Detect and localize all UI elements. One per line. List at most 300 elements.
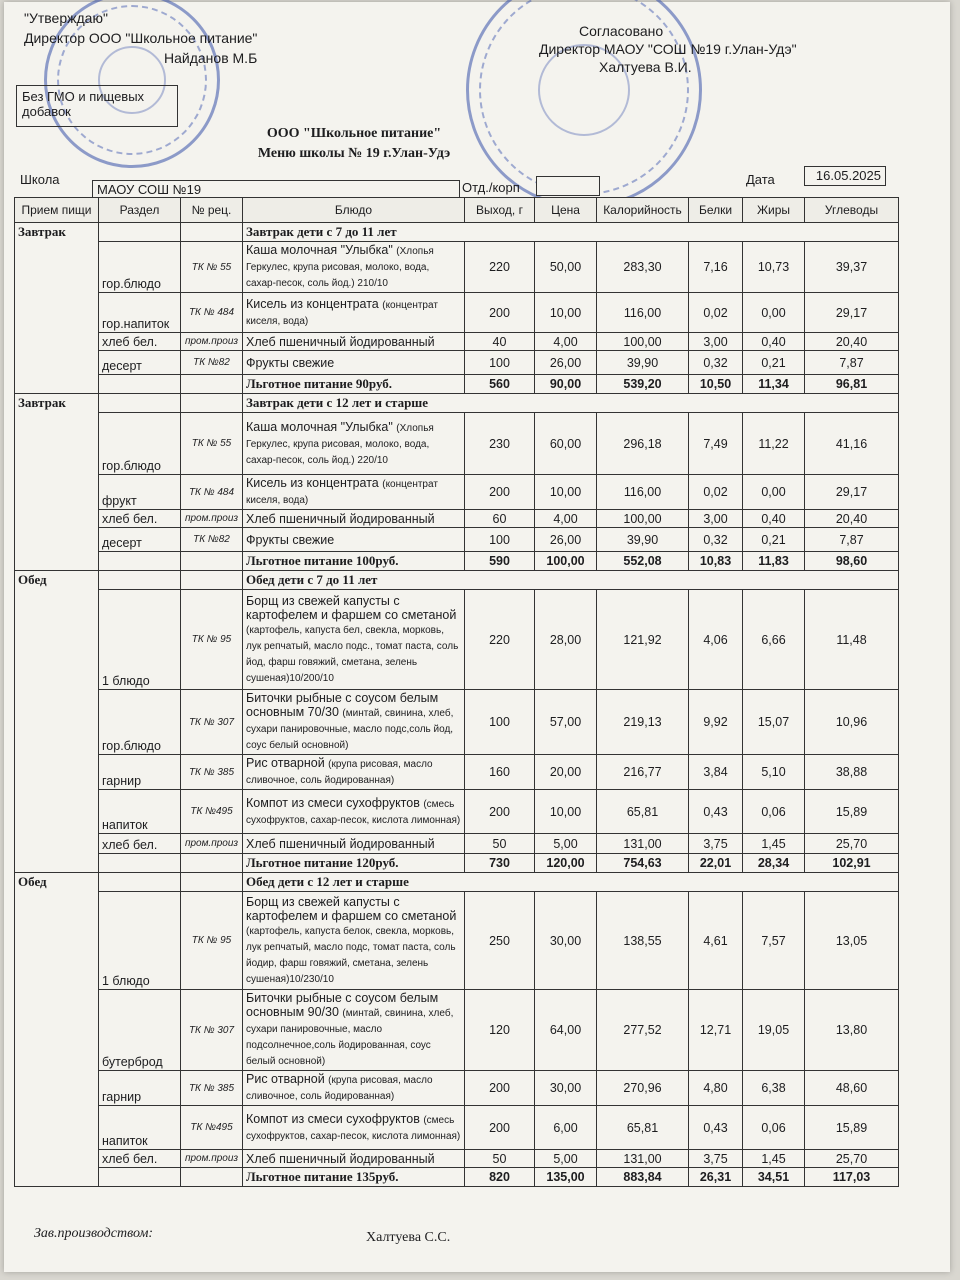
dish-row xyxy=(15,1071,899,1106)
value-p: 0,02 xyxy=(689,293,743,333)
total-out: 560 xyxy=(465,375,535,394)
value-price: 20,00 xyxy=(535,755,597,790)
value-out: 220 xyxy=(465,242,535,293)
value-out: 250 xyxy=(465,892,535,990)
razdel-cell: хлеб бел. xyxy=(99,333,181,351)
dish-name: Каша молочная "Улыбка" xyxy=(246,419,393,434)
dish-ingredients: (концентрат киселя, вода) xyxy=(246,299,438,327)
value-price: 50,00 xyxy=(535,242,597,293)
dish-ingredients: (крупа рисовая, масло сливочное, соль йодированная) xyxy=(246,1075,433,1102)
gmo-note: Без ГМО и пищевых добавок xyxy=(16,85,178,127)
total-label: Льготное питание 120руб. xyxy=(243,854,465,873)
footer-signer: Халтуева С.С. xyxy=(366,1230,451,1245)
approval-left-line: "Утверждаю" xyxy=(24,10,108,26)
value-price: 4,00 xyxy=(535,333,597,351)
recipe-cell: пром.произ xyxy=(181,333,243,351)
value-p: 4,61 xyxy=(689,892,743,990)
dish-cell xyxy=(243,590,465,690)
value-price: 57,00 xyxy=(535,690,597,755)
recipe-cell: пром.произ xyxy=(181,510,243,528)
value-out: 200 xyxy=(465,1106,535,1150)
value-out: 200 xyxy=(465,790,535,834)
value-f: 5,10 xyxy=(743,755,805,790)
value-kcal: 131,00 xyxy=(597,834,689,854)
value-price: 30,00 xyxy=(535,892,597,990)
title-menu: Меню школы № 19 г.Улан-Удэ xyxy=(257,146,451,161)
total-price: 90,00 xyxy=(535,375,597,394)
dish-cell xyxy=(243,528,465,552)
value-c: 7,87 xyxy=(805,351,899,375)
school-value: МАОУ СОШ №19 xyxy=(92,180,460,199)
dish-name: Рис отварной xyxy=(246,1072,325,1086)
total-p: 10,50 xyxy=(689,375,743,394)
value-f: 6,38 xyxy=(743,1071,805,1106)
value-out: 100 xyxy=(465,528,535,552)
razdel-cell: хлеб бел. xyxy=(99,510,181,528)
dish-ingredients: (минтай, свинина, хлеб, сухари панировочные, масло подс,соль йод, соус белый основной) xyxy=(246,708,454,751)
value-price: 10,00 xyxy=(535,293,597,333)
dish-name: Борщ из свежей капусты с картофелем и фаршем со сметаной xyxy=(246,593,457,622)
value-c: 48,60 xyxy=(805,1071,899,1106)
total-price: 135,00 xyxy=(535,1168,597,1187)
value-c: 25,70 xyxy=(805,834,899,854)
dish-row xyxy=(15,790,899,834)
dish-name: Фрукты свежие xyxy=(246,532,335,547)
value-c: 41,16 xyxy=(805,413,899,475)
value-p: 3,75 xyxy=(689,834,743,854)
dish-cell xyxy=(243,1071,465,1106)
dish-name: Кисель из концентрата xyxy=(246,476,379,490)
dish-ingredients: (Хлопья Геркулес, крупа рисовая, молоко, вода, сахар-песок, соль йод.) 220/10 xyxy=(246,422,434,466)
razdel-cell: 1 блюдо xyxy=(99,590,181,690)
total-label: Льготное питание 90руб. xyxy=(243,375,465,394)
value-c: 10,96 xyxy=(805,690,899,755)
dish-name: Кисель из концентрата xyxy=(246,296,379,311)
value-price: 60,00 xyxy=(535,413,597,475)
meal-cell: Завтрак xyxy=(15,223,99,394)
total-out: 590 xyxy=(465,552,535,571)
total-f: 11,83 xyxy=(743,552,805,571)
value-kcal: 138,55 xyxy=(597,892,689,990)
col-header: Прием пищи xyxy=(15,198,99,223)
col-header: Калорийность xyxy=(597,198,689,223)
dish-row xyxy=(15,1106,899,1150)
total-c: 96,81 xyxy=(805,375,899,394)
dish-ingredients: (концентрат киселя, вода) xyxy=(246,479,438,506)
dish-ingredients: (смесь сухофруктов, сахар-песок, кислота лимонная) xyxy=(246,798,461,826)
dish-name: Хлеб пшеничный йодированный xyxy=(246,836,435,851)
recipe-cell: ТК №495 xyxy=(181,790,243,834)
value-c: 20,40 xyxy=(805,510,899,528)
dish-name: Хлеб пшеничный йодированный xyxy=(246,511,435,526)
dish-name: Биточки рыбные с соусом белым основным 70/30 xyxy=(246,691,439,719)
value-price: 5,00 xyxy=(535,1150,597,1168)
recipe-cell: ТК №495 xyxy=(181,1106,243,1150)
razdel-cell: гор.блюдо xyxy=(99,690,181,755)
dish-cell xyxy=(243,755,465,790)
value-p: 0,32 xyxy=(689,528,743,552)
value-f: 1,45 xyxy=(743,1150,805,1168)
dish-ingredients: (минтай, свинина, хлеб, сухари панировочные, масло подсолнечное,соль йодированная, соус белый основной) xyxy=(246,1008,454,1067)
total-c: 102,91 xyxy=(805,854,899,873)
blank-cell xyxy=(99,571,181,590)
total-out: 730 xyxy=(465,854,535,873)
value-c: 15,89 xyxy=(805,790,899,834)
col-header: Цена xyxy=(535,198,597,223)
recipe-cell: ТК № 385 xyxy=(181,755,243,790)
recipe-cell: ТК № 484 xyxy=(181,293,243,333)
approval-right-line: Халтуева В.И. xyxy=(599,59,692,75)
value-f: 0,40 xyxy=(743,333,805,351)
value-price: 10,00 xyxy=(535,790,597,834)
dish-row xyxy=(15,293,899,333)
dish-name: Рис отварной xyxy=(246,756,325,770)
header-row xyxy=(15,198,899,223)
value-f: 15,07 xyxy=(743,690,805,755)
value-kcal: 296,18 xyxy=(597,413,689,475)
value-price: 6,00 xyxy=(535,1106,597,1150)
dish-cell xyxy=(243,990,465,1071)
value-kcal: 65,81 xyxy=(597,790,689,834)
dish-cell xyxy=(243,510,465,528)
dish-name: Хлеб пшеничный йодированный xyxy=(246,1151,435,1166)
value-price: 28,00 xyxy=(535,590,597,690)
value-price: 26,00 xyxy=(535,351,597,375)
total-p: 22,01 xyxy=(689,854,743,873)
total-f: 28,34 xyxy=(743,854,805,873)
approval-right xyxy=(539,22,797,76)
total-row xyxy=(15,552,899,571)
value-f: 10,73 xyxy=(743,242,805,293)
razdel-cell: гор.напиток xyxy=(99,293,181,333)
date-label: Дата xyxy=(746,172,775,187)
value-out: 120 xyxy=(465,990,535,1071)
dish-cell xyxy=(243,413,465,475)
razdel-cell: напиток xyxy=(99,1106,181,1150)
school-label: Школа xyxy=(20,172,60,187)
section-title-row xyxy=(15,873,899,892)
blank-cell xyxy=(181,571,243,590)
value-p: 7,49 xyxy=(689,413,743,475)
value-kcal: 283,30 xyxy=(597,242,689,293)
section-title-row xyxy=(15,571,899,590)
recipe-cell: ТК № 55 xyxy=(181,242,243,293)
total-row xyxy=(15,375,899,394)
razdel-cell: гарнир xyxy=(99,1071,181,1106)
title-company: ООО "Школьное питание" xyxy=(266,126,442,141)
value-f: 0,00 xyxy=(743,293,805,333)
value-kcal: 131,00 xyxy=(597,1150,689,1168)
section-title-row xyxy=(15,223,899,242)
value-kcal: 216,77 xyxy=(597,755,689,790)
value-p: 4,06 xyxy=(689,590,743,690)
value-c: 11,48 xyxy=(805,590,899,690)
razdel-cell: гор.блюдо xyxy=(99,242,181,293)
dish-row xyxy=(15,475,899,510)
value-p: 12,71 xyxy=(689,990,743,1071)
date-value: 16.05.2025 xyxy=(804,166,886,186)
dept-label: Отд./корп xyxy=(462,180,520,195)
value-c: 15,89 xyxy=(805,1106,899,1150)
value-f: 7,57 xyxy=(743,892,805,990)
value-out: 220 xyxy=(465,590,535,690)
blank-cell xyxy=(99,223,181,242)
value-kcal: 116,00 xyxy=(597,475,689,510)
blank-cell xyxy=(181,854,243,873)
menu-sheet xyxy=(4,2,950,1272)
recipe-cell: ТК № 55 xyxy=(181,413,243,475)
col-header: № рец. xyxy=(181,198,243,223)
value-f: 0,40 xyxy=(743,510,805,528)
recipe-cell: ТК №82 xyxy=(181,528,243,552)
value-kcal: 116,00 xyxy=(597,293,689,333)
value-f: 0,21 xyxy=(743,351,805,375)
section-title: Завтрак дети с 7 до 11 лет xyxy=(243,223,899,242)
razdel-cell: десерт xyxy=(99,351,181,375)
value-c: 25,70 xyxy=(805,1150,899,1168)
value-c: 29,17 xyxy=(805,293,899,333)
approval-left xyxy=(24,8,257,68)
dish-ingredients: (смесь сухофруктов, сахар-песок, кислота лимонная) xyxy=(246,1114,461,1142)
dish-row xyxy=(15,528,899,552)
value-p: 3,84 xyxy=(689,755,743,790)
blank-cell xyxy=(99,375,181,394)
total-kcal: 552,08 xyxy=(597,552,689,571)
value-price: 5,00 xyxy=(535,834,597,854)
dish-name: Хлеб пшеничный йодированный xyxy=(246,334,435,349)
razdel-cell: хлеб бел. xyxy=(99,1150,181,1168)
total-label: Льготное питание 135руб. xyxy=(243,1168,465,1187)
dish-name: Биточки рыбные с соусом белым основным 90/30 xyxy=(246,991,439,1019)
dish-cell xyxy=(243,790,465,834)
dish-name: Фрукты свежие xyxy=(246,355,335,370)
meal-cell: Обед xyxy=(15,571,99,873)
approval-left-line: Директор ООО "Школьное питание" xyxy=(24,30,258,46)
dish-cell xyxy=(243,351,465,375)
value-price: 10,00 xyxy=(535,475,597,510)
dish-cell xyxy=(243,242,465,293)
blank-cell xyxy=(181,1168,243,1187)
dept-value xyxy=(536,176,600,196)
recipe-cell: ТК № 95 xyxy=(181,590,243,690)
value-p: 0,43 xyxy=(689,1106,743,1150)
total-p: 26,31 xyxy=(689,1168,743,1187)
total-f: 34,51 xyxy=(743,1168,805,1187)
dish-row xyxy=(15,1150,899,1168)
dish-ingredients: (Хлопья Геркулес, крупа рисовая, молоко, вода, сахар-песок, соль йод.) 210/10 xyxy=(246,246,434,289)
blank-cell xyxy=(99,854,181,873)
value-p: 3,00 xyxy=(689,510,743,528)
footer-left: Зав.производством: xyxy=(34,1226,154,1241)
razdel-cell: хлеб бел. xyxy=(99,834,181,854)
dish-name: Борщ из свежей капусты с картофелем и фаршем со сметаной xyxy=(246,894,457,923)
section-title: Обед дети с 7 до 11 лет xyxy=(243,571,899,590)
blank-cell xyxy=(181,223,243,242)
value-out: 40 xyxy=(465,333,535,351)
recipe-cell: ТК № 307 xyxy=(181,990,243,1071)
value-f: 6,66 xyxy=(743,590,805,690)
recipe-cell: ТК №82 xyxy=(181,351,243,375)
razdel-cell: гор.блюдо xyxy=(99,413,181,475)
value-price: 64,00 xyxy=(535,990,597,1071)
total-label: Льготное питание 100руб. xyxy=(243,552,465,571)
col-header: Углеводы xyxy=(805,198,899,223)
dish-row xyxy=(15,510,899,528)
dish-row xyxy=(15,590,899,690)
value-out: 230 xyxy=(465,413,535,475)
dish-cell xyxy=(243,834,465,854)
value-f: 0,21 xyxy=(743,528,805,552)
menu-table xyxy=(14,197,899,1187)
blank-cell xyxy=(99,1168,181,1187)
recipe-cell: ТК № 385 xyxy=(181,1071,243,1106)
value-f: 0,06 xyxy=(743,1106,805,1150)
value-kcal: 270,96 xyxy=(597,1071,689,1106)
dish-cell xyxy=(243,1150,465,1168)
value-p: 4,80 xyxy=(689,1071,743,1106)
document-title xyxy=(214,124,494,164)
recipe-cell: ТК № 95 xyxy=(181,892,243,990)
value-c: 38,88 xyxy=(805,755,899,790)
value-out: 50 xyxy=(465,834,535,854)
dish-row xyxy=(15,892,899,990)
col-header: Белки xyxy=(689,198,743,223)
menu-body xyxy=(15,223,899,1187)
razdel-cell: напиток xyxy=(99,790,181,834)
section-title-row xyxy=(15,394,899,413)
total-price: 100,00 xyxy=(535,552,597,571)
value-f: 0,06 xyxy=(743,790,805,834)
total-p: 10,83 xyxy=(689,552,743,571)
value-price: 26,00 xyxy=(535,528,597,552)
value-c: 7,87 xyxy=(805,528,899,552)
value-p: 7,16 xyxy=(689,242,743,293)
section-title: Завтрак дети с 12 лет и старше xyxy=(243,394,899,413)
value-out: 200 xyxy=(465,1071,535,1106)
total-kcal: 539,20 xyxy=(597,375,689,394)
value-kcal: 39,90 xyxy=(597,351,689,375)
dish-row xyxy=(15,413,899,475)
approval-right-line: Согласовано xyxy=(579,23,664,39)
dish-row xyxy=(15,755,899,790)
approval-right-line: Директор МАОУ "СОШ №19 г.Улан-Удэ" xyxy=(539,41,797,57)
dish-row xyxy=(15,690,899,755)
value-f: 1,45 xyxy=(743,834,805,854)
total-kcal: 754,63 xyxy=(597,854,689,873)
value-out: 100 xyxy=(465,351,535,375)
value-c: 13,05 xyxy=(805,892,899,990)
dish-cell xyxy=(243,1106,465,1150)
total-price: 120,00 xyxy=(535,854,597,873)
dish-cell xyxy=(243,333,465,351)
value-p: 3,00 xyxy=(689,333,743,351)
dish-row xyxy=(15,834,899,854)
blank-cell xyxy=(181,873,243,892)
approval-left-line: Найданов М.Б xyxy=(164,50,258,66)
meal-cell: Обед xyxy=(15,873,99,1187)
dish-cell xyxy=(243,690,465,755)
recipe-cell: пром.произ xyxy=(181,834,243,854)
value-out: 200 xyxy=(465,475,535,510)
value-p: 0,32 xyxy=(689,351,743,375)
total-out: 820 xyxy=(465,1168,535,1187)
dish-row xyxy=(15,990,899,1071)
col-header: Блюдо xyxy=(243,198,465,223)
total-kcal: 883,84 xyxy=(597,1168,689,1187)
value-f: 19,05 xyxy=(743,990,805,1071)
value-out: 60 xyxy=(465,510,535,528)
value-out: 50 xyxy=(465,1150,535,1168)
value-kcal: 277,52 xyxy=(597,990,689,1071)
blank-cell xyxy=(99,552,181,571)
dish-row xyxy=(15,351,899,375)
value-c: 29,17 xyxy=(805,475,899,510)
section-title: Обед дети с 12 лет и старше xyxy=(243,873,899,892)
blank-cell xyxy=(99,394,181,413)
value-f: 0,00 xyxy=(743,475,805,510)
value-kcal: 100,00 xyxy=(597,333,689,351)
value-price: 4,00 xyxy=(535,510,597,528)
value-out: 100 xyxy=(465,690,535,755)
dish-cell xyxy=(243,475,465,510)
razdel-cell: гарнир xyxy=(99,755,181,790)
razdel-cell: 1 блюдо xyxy=(99,892,181,990)
dish-name: Компот из смеси сухофруктов xyxy=(246,795,420,810)
value-f: 11,22 xyxy=(743,413,805,475)
value-out: 160 xyxy=(465,755,535,790)
value-c: 39,37 xyxy=(805,242,899,293)
dish-cell xyxy=(243,293,465,333)
dish-ingredients: (картофель, капуста белок, свекла, морковь, лук репчатый, масло подс, томат паста, соль йодир, фарш говяжий, сметана, зелень сушеная)10/230/10 xyxy=(246,925,456,985)
dish-row xyxy=(15,242,899,293)
col-header: Жиры xyxy=(743,198,805,223)
razdel-cell: фрукт xyxy=(99,475,181,510)
value-kcal: 65,81 xyxy=(597,1106,689,1150)
total-row xyxy=(15,1168,899,1187)
value-c: 20,40 xyxy=(805,333,899,351)
total-c: 98,60 xyxy=(805,552,899,571)
value-kcal: 100,00 xyxy=(597,510,689,528)
dish-name: Каша молочная "Улыбка" xyxy=(246,243,393,257)
meal-cell: Завтрак xyxy=(15,394,99,571)
value-p: 0,43 xyxy=(689,790,743,834)
blank-cell xyxy=(181,375,243,394)
blank-cell xyxy=(99,873,181,892)
value-p: 3,75 xyxy=(689,1150,743,1168)
value-c: 13,80 xyxy=(805,990,899,1071)
total-f: 11,34 xyxy=(743,375,805,394)
col-header: Выход, г xyxy=(465,198,535,223)
blank-cell xyxy=(181,552,243,571)
recipe-cell: ТК № 484 xyxy=(181,475,243,510)
recipe-cell: пром.произ xyxy=(181,1150,243,1168)
value-kcal: 219,13 xyxy=(597,690,689,755)
razdel-cell: бутерброд xyxy=(99,990,181,1071)
value-kcal: 121,92 xyxy=(597,590,689,690)
dish-ingredients: (крупа рисовая, масло сливочное, соль йодированная) xyxy=(246,759,433,786)
value-p: 9,92 xyxy=(689,690,743,755)
razdel-cell: десерт xyxy=(99,528,181,552)
dish-row xyxy=(15,333,899,351)
blank-cell xyxy=(181,394,243,413)
value-price: 30,00 xyxy=(535,1071,597,1106)
dish-cell xyxy=(243,892,465,990)
total-row xyxy=(15,854,899,873)
recipe-cell: ТК № 307 xyxy=(181,690,243,755)
col-header: Раздел xyxy=(99,198,181,223)
dish-ingredients: (картофель, капуста бел, свекла, морковь, лук репчатый, масло подс., томат паста, соль йод, фарш говяжий, сметана, зелень сушеная)10/200/10 xyxy=(246,624,459,684)
value-p: 0,02 xyxy=(689,475,743,510)
